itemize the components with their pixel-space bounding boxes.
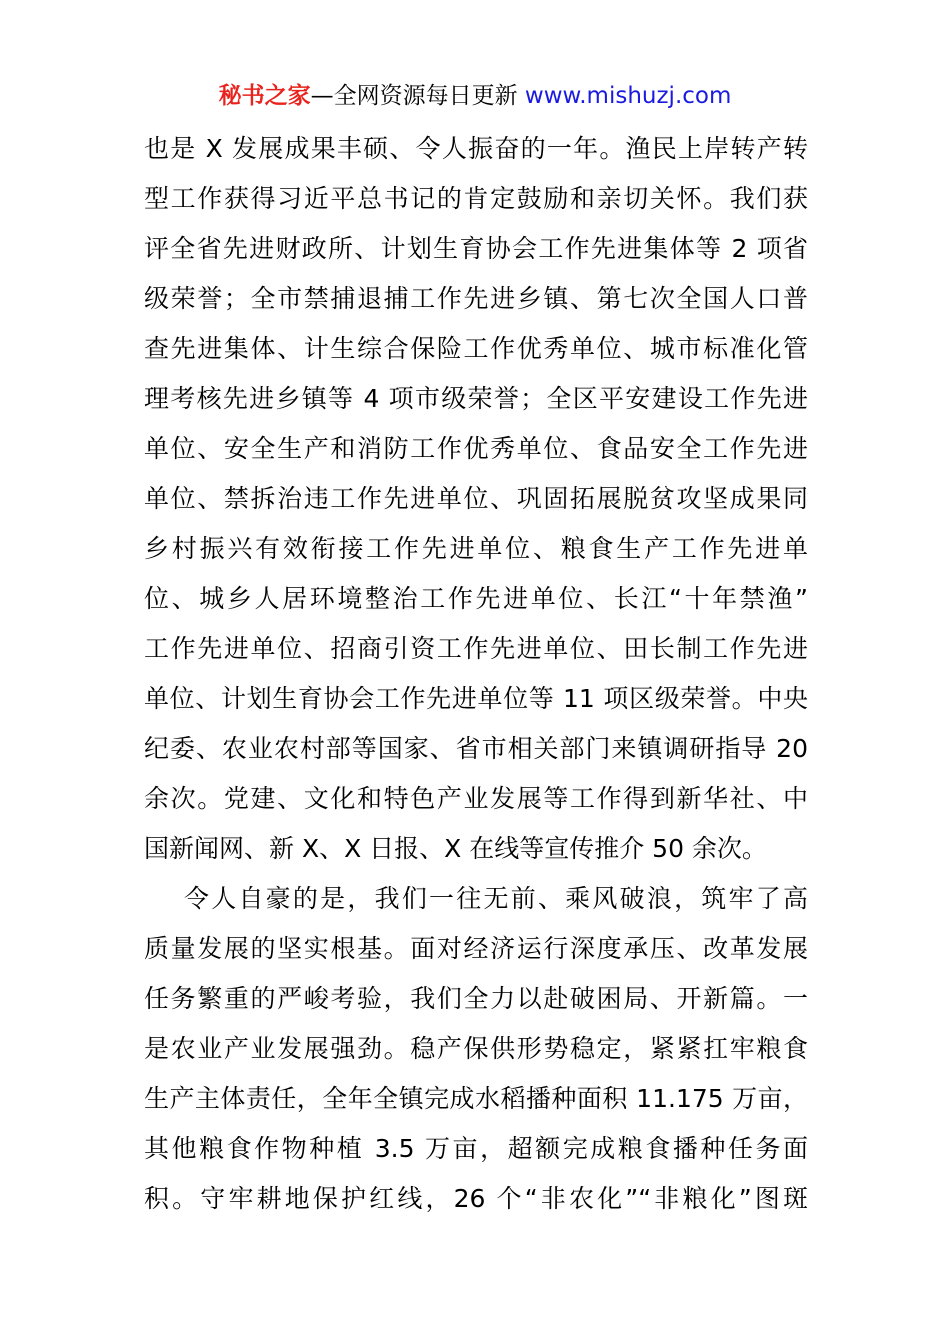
site-brand: 秘书之家 [218, 83, 311, 109]
site-header [0, 80, 950, 112]
site-url-link[interactable]: www.mishuzj.com [524, 83, 732, 109]
text-line: 任务繁重的严峻考验，我们全力以赴破困局、开新篇。一 [144, 984, 808, 1013]
text-line: 令人自豪的是，我们一往无前、乘风破浪，筑牢了高 [184, 884, 808, 913]
text-line: 型工作获得习近平总书记的肯定鼓励和亲切关怀。我们获 [144, 184, 808, 213]
text-line: 位、城乡人居环境整治工作先进单位、长江“十年禁渔” [144, 584, 808, 613]
text-line: 生产主体责任，全年全镇完成水稻播种面积 11.175 万亩， [144, 1084, 808, 1113]
document-body [144, 124, 808, 1224]
site-tagline: —全网资源每日更新 [310, 83, 518, 109]
text-line: 余次。党建、文化和特色产业发展等工作得到新华社、中 [144, 784, 808, 813]
text-line: 也是 X 发展成果丰硕、令人振奋的一年。渔民上岸转产转 [144, 134, 808, 163]
text-line: 是农业产业发展强劲。稳产保供形势稳定，紧紧扛牢粮食 [144, 1034, 808, 1063]
text-line: 工作先进单位、招商引资工作先进单位、田长制工作先进 [144, 634, 808, 663]
text-line: 单位、禁拆治违工作先进单位、巩固拓展脱贫攻坚成果同 [144, 484, 808, 513]
text-line: 国新闻网、新 X、X 日报、X 在线等宣传推介 50 余次。 [144, 834, 767, 863]
text-line: 积。守牢耕地保护红线，26 个“非农化”“非粮化”图斑 [144, 1184, 808, 1213]
text-line: 单位、安全生产和消防工作优秀单位、食品安全工作先进 [144, 434, 808, 463]
text-line: 质量发展的坚实根基。面对经济运行深度承压、改革发展 [144, 934, 808, 963]
text-line: 乡村振兴有效衔接工作先进单位、粮食生产工作先进单 [144, 534, 808, 563]
text-line: 纪委、农业农村部等国家、省市相关部门来镇调研指导 20 [144, 734, 808, 763]
paragraph-2 [144, 874, 808, 1224]
text-line: 单位、计划生育协会工作先进单位等 11 项区级荣誉。中央 [144, 684, 808, 713]
text-line: 其他粮食作物种植 3.5 万亩，超额完成粮食播种任务面 [144, 1134, 808, 1163]
text-line: 理考核先进乡镇等 4 项市级荣誉；全区平安建设工作先进 [144, 384, 808, 413]
text-line: 查先进集体、计生综合保险工作优秀单位、城市标准化管 [144, 334, 808, 363]
text-line: 级荣誉；全市禁捕退捕工作先进乡镇、第七次全国人口普 [144, 284, 808, 313]
text-line: 评全省先进财政所、计划生育协会工作先进集体等 2 项省 [144, 234, 808, 263]
paragraph-1 [144, 124, 808, 874]
